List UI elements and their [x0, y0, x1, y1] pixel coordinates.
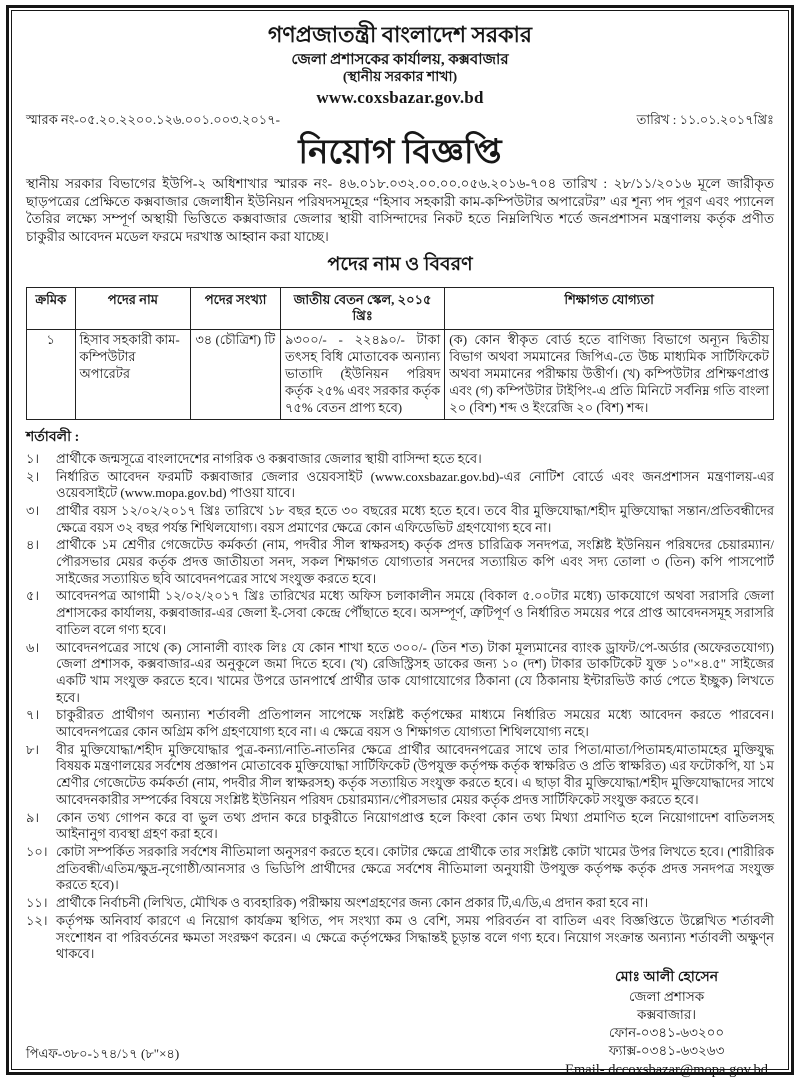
- condition-text: নির্ধারিত আবেদন ফরমটি কক্সবাজার জেলার ওয়েবসাইট (www.coxsbazar.gov.bd)-এর নোটিশ বোর্ডে এবং জনপ্রশাসন মন্ত্রণালয়-এর ওয়েবসাইটে (www.mopa.gov.bd) পাওয়া যাবে।: [56, 468, 774, 501]
- intro-paragraph: স্থানীয় সরকার বিভাগের ইউপি-২ অধিশাখার স্মারক নং- ৪৬.০১৮.০৩২.০০.০০.০৫৬.২০১৬-৭০৪ তারিখ : ২৮/১১/২০১৬ মূলে জারীকৃত ছাড়পত্রের প্রেক্ষিতে কক্সবাজার জেলাধীন ইউনিয়ন পরিষদসমূহের “হিসাব সহকারী কাম-কম্পিউটার অপারেটর” এর শূন্য পদ পূরণ এবং প্যানেল তৈরির লক্ষ্যে সম্পূর্ণ অস্থায়ী ভিত্তিতে কক্সবাজার জেলার স্থায়ী বাসিন্দাদের নিকট হতে নিম্নলিখিত শর্তে জনপ্রশাসন মন্ত্রণালয় কর্তৃক প্রণীত চাকুরীর আবেদন মডেল ফরমে দরখাস্ত আহ্বান করা যাচ্ছে।: [26, 176, 774, 245]
- condition-text: চাকুরীরত প্রার্থীগণ অন্যান্য শর্তাবলী প্রতিপালন সাপেক্ষে সংশ্লিষ্ট কর্তৃপক্ষের মাধ্যমে নির্ধারিত সময়ের মধ্যে আবেদন করতে পারবেন। আবেদনপত্রের কোন অগ্রিম কপি গ্রহণযোগ্য হবে না। এ ক্ষেত্রে বয়স ও শিক্ষাগত যোগ্যতা শিথিলযোগ্য নহে।: [56, 707, 774, 740]
- cell-serial: ১: [27, 330, 76, 419]
- condition-item: [26, 844, 774, 894]
- condition-item: [26, 640, 774, 707]
- footer-row: [26, 969, 774, 1080]
- memo-date: তারিখ : ১১.০১.২০১৭খ্রিঃ: [636, 112, 774, 127]
- col-header-post-name: পদের নাম: [75, 287, 191, 330]
- page-title: নিয়োগ বিজ্ঞপ্তি: [298, 134, 502, 171]
- condition-text: প্রার্থীকে জন্মসূত্রে বাংলাদেশের নাগরিক ও কক্সবাজার জেলার স্থায়ী বাসিন্দা হতে হবে।: [56, 450, 482, 466]
- condition-item: [26, 742, 774, 809]
- conditions-heading: শর্তাবলী :: [26, 429, 80, 445]
- condition-text: কোন তথ্য গোপন করে বা ভুল তথ্য প্রদান করে চাকুরীতে নিয়োগপ্রাপ্ত হলে কিংবা কোন তথ্য মিথ্যা প্রমাণিত হলে নিয়োগাদেশ বাতিলসহ আইনানুগ ব্যবস্থা গ্রহণ করা হবে।: [56, 809, 774, 842]
- condition-item: [26, 810, 774, 843]
- table-row: [27, 330, 774, 419]
- signatory-fax: ফ্যাক্স-০৩৪১-৬৩২৬৩: [608, 1043, 725, 1059]
- cell-post-count: ৩৪ (চৌত্রিশ) টি: [191, 330, 281, 419]
- signatory-phone: ফোন-০৩৪১-৬৩২০০: [608, 1025, 725, 1041]
- government-name: গণপ্রজাতন্ত্রী বাংলাদেশ সরকার: [267, 22, 533, 47]
- condition-number: ১২।: [26, 912, 48, 928]
- website-url: www.coxsbazar.gov.bd: [316, 87, 484, 107]
- memo-row: [26, 111, 774, 132]
- condition-item: [26, 588, 774, 638]
- document-page: [11, 10, 789, 1078]
- condition-text: আবেদনপত্রের সাথে (ক) সোনালী ব্যাংক লিঃ যে কোন শাখা হতে ৩০০/- (তিন শত) টাকা মূল্যমানের ব্যাংক ড্রাফট/পে-অর্ডার (অফেরতযোগ্য) জেলা প্রশাসক, কক্সবাজার-এর অনুকূলে জমা দিতে হবে। (খ) রেজিস্ট্রিসহ ডাকের জন্য ১০ (দশ) টাকার ডাকটিকেট যুক্ত ১০"×৪.৫" সাইজের একটি খাম সংযুক্ত করতে হবে। খামের উপরে ডানপার্শ্বে প্রার্থীর ডাক যোগাযোগের ঠিকানা (যে ঠিকানায় ইন্টারভিউ কার্ড পেতে ইচ্ছুক) লিখতে হবে।: [56, 639, 774, 705]
- col-header-pay-scale: জাতীয় বেতন স্কেল, ২০১৫ খ্রিঃ: [280, 287, 444, 330]
- condition-number: ৩।: [26, 502, 40, 518]
- col-header-serial: ক্রমিক: [27, 287, 76, 330]
- condition-text: কর্তৃপক্ষ অনিবার্য কারণে এ নিয়োগ কার্যক্রম স্থগিত, পদ সংখ্যা কম ও বেশি, সময় পরিবর্তন বা বাতিল এবং বিজ্ঞপ্তিতে উল্লেখিত শর্তাবলী সংশোধন বা পরিবর্তনের ক্ষমতা সংরক্ষণ করেন। এ ক্ষেত্রে কর্তৃপক্ষের সিদ্ধান্তই চূড়ান্ত বলে গণ্য হবে। নিয়োগ সংক্রান্ত অন্যান্য শর্তাবলী অক্ষুণ্ন থাকবে।: [56, 912, 774, 962]
- condition-item: [26, 451, 774, 468]
- pf-reference-note: পিএফ-৩৮০-১৭৪/১৭ (৮"×৪): [26, 1046, 180, 1062]
- letterhead: [26, 21, 774, 108]
- condition-number: ১০।: [26, 843, 48, 859]
- condition-number: ৪।: [26, 537, 40, 553]
- condition-text: বীর মুক্তিযোদ্ধা/শহীদ মুক্তিযোদ্ধার পুত্র-কন্যা/নাতি-নাতনির ক্ষেত্রে প্রার্থীর আবেদনপত্রের সাথে তার পিতা/মাতা/পিতামহ/মাতামহের মুক্তিযুদ্ধ বিষয়ক মন্ত্রণালয়ের সর্বশেষ প্রজ্ঞাপন মোতাবেক মুক্তিযোদ্ধা সার্টিফিকেট (উপযুক্ত কর্তৃপক্ষ কর্তৃক স্বাক্ষরিত ও প্রতি স্বাক্ষরিত) এর ফটোকপি, যা ১ম শ্রেণীর গেজেটেড কর্মকর্তা (নাম, পদবীর সীল স্বাক্ষরসহ) কর্তৃক সত্যায়িত সংযুক্ত করতে হবে। এ ছাড়া বীর মুক্তিযোদ্ধা/শহীদ মুক্তিযোদ্ধাদের সাথে আবেদনকারীর সম্পর্কের বিষয়ে সংশ্লিষ্ট ইউনিয়ন পরিষদ চেয়ারম্যান/পৌরসভার মেয়র কর্তৃক প্রদত্ত সার্টিফিকেট সংযুক্ত করতে হবে।: [56, 741, 774, 807]
- cell-qualification: (ক) কোন স্বীকৃত বোর্ড হতে বাণিজ্য বিভাগে অন্যূন দ্বিতীয় বিভাগ অথবা সমমানের জিপিএ-তে উচ্চ মাধ্যমিক সার্টিফিকেট অথবা সমমানের পরীক্ষায় উত্তীর্ণ। (খ) কম্পিউটার প্রশিক্ষণপ্রাপ্ত এবং (গ) কম্পিউটার টাইপিং-এ প্রতি মিনিটে সর্বনিম্ন গতি বাংলা ২০ (বিশ) শব্দ ও ইংরেজি ২০ (বিশ) শব্দ।: [445, 330, 774, 419]
- condition-number: ১।: [26, 450, 40, 466]
- condition-text: প্রার্থীর বয়স ১২/০২/২০১৭ খ্রিঃ তারিখে ১৮ বছর হতে ৩০ বছরের মধ্যে হতে হবে। তবে বীর মুক্তিযোদ্ধা/শহীদ মুক্তিযোদ্ধা সন্তান/প্রতিবন্ধীদের ক্ষেত্রে বয়স ৩২ বছর পর্যন্ত শিথিলযোগ্য। বয়স প্রমাণের ক্ষেত্রে কোন এফিডেভিট গ্রহণযোগ্য হবে না।: [56, 502, 774, 535]
- cell-pay-scale: ৯৩০০/- - ২২৪৯০/- টাকা তৎসহ বিধি মোতাবেক অন্যান্য ভাতাদি (ইউনিয়ন পরিষদ কর্তৃক ২৫% এবং সরকার কর্তৃক ৭৫% বেতন প্রাপ্য হবে): [280, 330, 444, 419]
- branch-name: (স্থানীয় সরকার শাখা): [342, 70, 458, 86]
- condition-text: আবেদনপত্র আগামী ১২/০২/২০১৭ খ্রিঃ তারিখের মধ্যে অফিস চলাকালীন সময়ে (বিকাল ৫.০০টার মধ্যে) ডাকযোগে অথবা সরাসরি জেলা প্রশাসকের কার্যালয়, কক্সবাজার-এর জেলা ই-সেবা কেন্দ্রে পৌঁছাতে হবে। অসম্পূর্ণ, ত্রুটিপূর্ণ ও নির্ধারিত সময়ের পরে প্রাপ্ত আবেদনসমূহ সরাসরি বাতিল বলে গণ্য হবে।: [56, 588, 774, 637]
- posts-table: [26, 287, 774, 420]
- col-header-post-count: পদের সংখ্যা: [191, 287, 281, 330]
- condition-item: [26, 503, 774, 536]
- condition-number: ২।: [26, 468, 40, 484]
- condition-item: [26, 913, 774, 963]
- condition-number: ৯।: [26, 809, 40, 825]
- signatory-district: কক্সবাজার।: [637, 1007, 697, 1023]
- condition-number: ৭।: [26, 707, 40, 723]
- table-section-title: পদের নাম ও বিবরণ: [327, 253, 473, 275]
- table-header-row: [27, 287, 774, 330]
- office-name: জেলা প্রশাসকের কার্যালয়, কক্সবাজার: [291, 51, 509, 68]
- signatory-email: Email- dccoxsbazar@mopa.gov.bd: [565, 1061, 768, 1078]
- cell-post-name: হিসাব সহকারী কাম-কম্পিউটার অপারেটর: [75, 330, 191, 419]
- condition-text: প্রার্থীকে ১ম শ্রেণীর গেজেটেড কর্মকর্তা (নাম, পদবীর সীল স্বাক্ষরসহ) কর্তৃক প্রদত্ত চারিত্রিক সনদপত্র, সংশ্লিষ্ট ইউনিয়ন পরিষদের চেয়ারম্যান/পৌরসভার মেয়র কর্তৃক প্রদত্ত জাতীয়তা সনদ, সকল শিক্ষাগত যোগ্যতার সনদের সত্যায়িত কপি এবং সদ্য তোলা ৩ (তিন) কপি পাসপোর্ট সাইজের সত্যায়িত ছবি আবেদনপত্রের সাথে সংযুক্ত করতে হবে।: [56, 537, 774, 586]
- document-outer-border: [6, 5, 794, 1078]
- signatory-designation: জেলা প্রশাসক: [628, 988, 705, 1004]
- condition-number: ১১।: [26, 895, 48, 911]
- signature-block: [565, 969, 768, 1080]
- condition-item: [26, 469, 774, 502]
- condition-text: কোটা সম্পর্কিত সরকারি সর্বশেষ নীতিমালা অনুসরণ করতে হবে। কোটার ক্ষেত্রে প্রার্থীকে তার সংশ্লিষ্ট কোটা খামের উপর লিখতে হবে। (শারীরিক প্রতিবন্ধী/এতিম/ক্ষুদ্র-নৃগোষ্ঠী/আনসার ও ভিডিপি প্রার্থীদের ক্ষেত্রে সর্বশেষ নীতিমালা অনুযায়ী উপযুক্ত কর্তৃপক্ষ কর্তৃক প্রদত্ত সনদপত্র সংযুক্ত করতে হবে)।: [56, 843, 774, 893]
- memo-number: স্মারক নং-০৫.২০.২২০০.১২৬.০০১.০০৩.২০১৭-: [26, 112, 280, 127]
- col-header-qualification: শিক্ষাগত যোগ্যতা: [445, 287, 774, 330]
- condition-number: ৬।: [26, 639, 40, 655]
- condition-item: [26, 707, 774, 740]
- condition-item: [26, 537, 774, 587]
- condition-number: ৫।: [26, 588, 40, 604]
- condition-number: ৮।: [26, 741, 40, 757]
- signatory-name: মোঃ আলী হোসেন: [615, 969, 719, 985]
- condition-item: [26, 895, 774, 912]
- condition-text: প্রার্থীকে নির্বাচনী (লিখিত, মৌখিক ও ব্যবহারিক) পরীক্ষায় অংশগ্রহণের জন্য কোন প্রকার টি,এ/ডি,এ প্রদান করা হবে না।: [56, 895, 649, 911]
- conditions-list: [26, 451, 774, 963]
